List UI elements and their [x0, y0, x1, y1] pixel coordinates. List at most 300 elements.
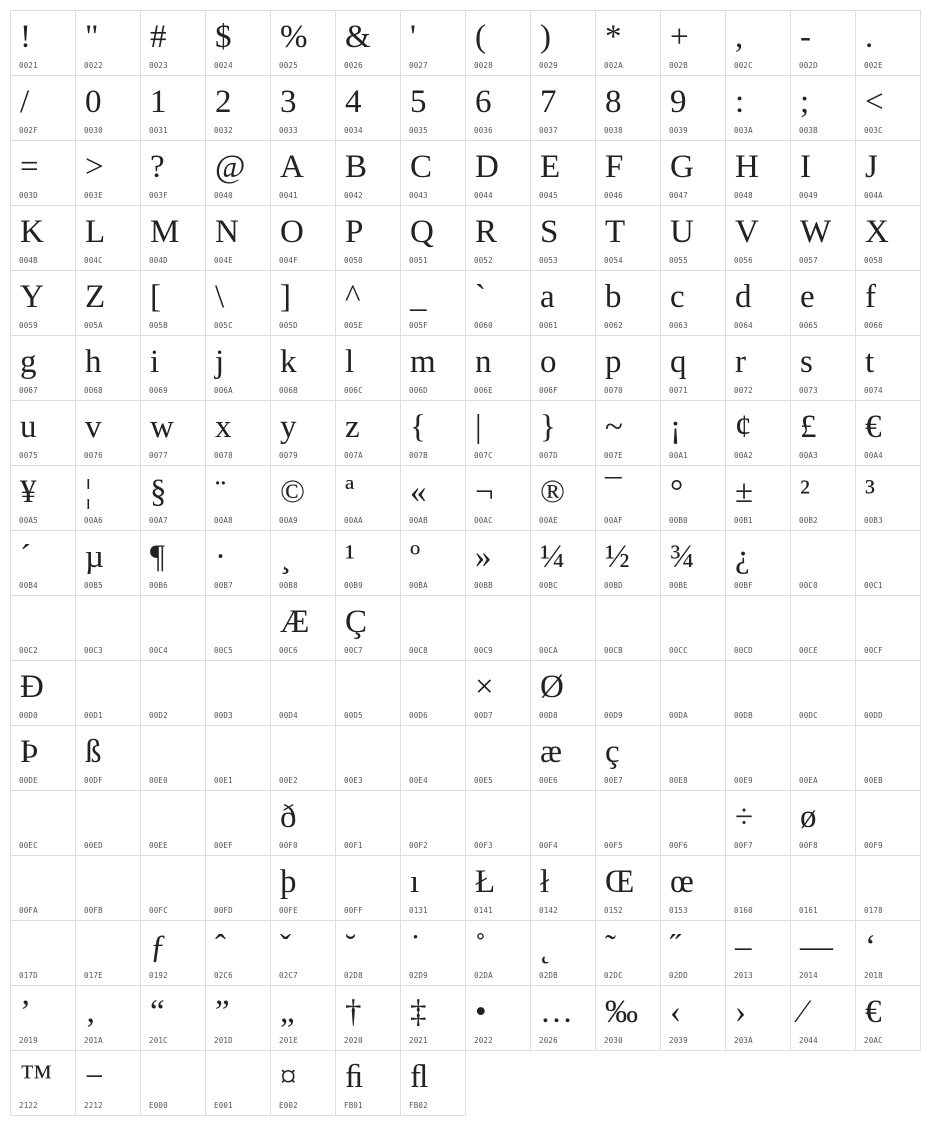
glyph-cell-00e8[interactable] [660, 725, 726, 791]
glyph-cell-0141[interactable] [465, 855, 531, 921]
glyph-cell-002d[interactable] [790, 10, 856, 76]
glyph-cell-00c2[interactable] [10, 595, 76, 661]
glyph-codepoint: 00F9 [864, 841, 883, 850]
glyph-codepoint: 00A2 [734, 451, 753, 460]
glyph-cell-00bc[interactable] [530, 530, 596, 596]
glyph-cell-02da[interactable] [465, 920, 531, 986]
glyph-cell-005e[interactable] [335, 270, 401, 336]
glyph-cell-0048[interactable] [725, 140, 791, 206]
glyph-cell-00ca[interactable] [530, 595, 596, 661]
glyph-codepoint: 02DB [539, 971, 558, 980]
glyph-cell-0073[interactable] [790, 335, 856, 401]
glyph-char: e [800, 279, 815, 315]
glyph-cell-006c[interactable] [335, 335, 401, 401]
glyph-cell-00ae[interactable] [530, 465, 596, 531]
glyph-codepoint: 0037 [539, 126, 558, 135]
glyph-cell-00a1[interactable] [660, 400, 726, 466]
glyph-char: º [410, 539, 421, 575]
glyph-char: Ł [475, 864, 496, 900]
glyph-cell-00e0[interactable] [140, 725, 206, 791]
glyph-cell-e000[interactable] [140, 1050, 206, 1116]
glyph-cell-203a[interactable] [725, 985, 791, 1051]
glyph-codepoint: 00A9 [279, 516, 298, 525]
glyph-cell-00ef[interactable] [205, 790, 271, 856]
glyph-cell-0036[interactable] [465, 75, 531, 141]
glyph-cell-fb02[interactable] [400, 1050, 466, 1116]
glyph-cell-0079[interactable] [270, 400, 336, 466]
glyph-codepoint: 00D2 [149, 711, 168, 720]
glyph-codepoint: 007E [604, 451, 623, 460]
glyph-codepoint: 00B7 [214, 581, 233, 590]
glyph-cell-0047[interactable] [660, 140, 726, 206]
glyph-cell-005f[interactable] [400, 270, 466, 336]
glyph-char: v [85, 409, 102, 445]
glyph-cell-0045[interactable] [530, 140, 596, 206]
glyph-cell-006e[interactable] [465, 335, 531, 401]
glyph-cell-00de[interactable] [10, 725, 76, 791]
glyph-cell-00c7[interactable] [335, 595, 401, 661]
glyph-cell-00f9[interactable] [855, 790, 921, 856]
glyph-char: œ [670, 864, 694, 900]
glyph-char: S [540, 214, 559, 250]
glyph-codepoint: 00D0 [19, 711, 38, 720]
glyph-cell-007b[interactable] [400, 400, 466, 466]
glyph-cell-0049[interactable] [790, 140, 856, 206]
glyph-cell-0067[interactable] [10, 335, 76, 401]
glyph-cell-00fb[interactable] [75, 855, 141, 921]
glyph-codepoint: 005D [279, 321, 298, 330]
glyph-cell-00fa[interactable] [10, 855, 76, 921]
glyph-cell-0078[interactable] [205, 400, 271, 466]
glyph-cell-00e5[interactable] [465, 725, 531, 791]
glyph-cell-00f8[interactable] [790, 790, 856, 856]
glyph-cell-0068[interactable] [75, 335, 141, 401]
glyph-char: © [280, 474, 306, 510]
glyph-cell-00b1[interactable] [725, 465, 791, 531]
glyph-cell-004b[interactable] [10, 205, 76, 271]
glyph-char: ˜ [605, 929, 616, 965]
glyph-codepoint: 00D7 [474, 711, 493, 720]
glyph-cell-0060[interactable] [465, 270, 531, 336]
glyph-cell-00c9[interactable] [465, 595, 531, 661]
glyph-cell-00bd[interactable] [595, 530, 661, 596]
glyph-cell-007e[interactable] [595, 400, 661, 466]
glyph-cell-0053[interactable] [530, 205, 596, 271]
glyph-cell-0071[interactable] [660, 335, 726, 401]
glyph-cell-0043[interactable] [400, 140, 466, 206]
glyph-cell-002a[interactable] [595, 10, 661, 76]
glyph-cell-00a8[interactable] [205, 465, 271, 531]
glyph-cell-0038[interactable] [595, 75, 661, 141]
glyph-cell-00ac[interactable] [465, 465, 531, 531]
glyph-cell-004e[interactable] [205, 205, 271, 271]
glyph-cell-00bb[interactable] [465, 530, 531, 596]
glyph-cell-00f6[interactable] [660, 790, 726, 856]
glyph-cell-00e2[interactable] [270, 725, 336, 791]
glyph-cell-00eb[interactable] [855, 725, 921, 791]
glyph-codepoint: 0030 [84, 126, 103, 135]
glyph-cell-0072[interactable] [725, 335, 791, 401]
glyph-cell-00d9[interactable] [595, 660, 661, 726]
glyph-cell-00dd[interactable] [855, 660, 921, 726]
glyph-cell-0025[interactable] [270, 10, 336, 76]
glyph-cell-00cd[interactable] [725, 595, 791, 661]
glyph-cell-0046[interactable] [595, 140, 661, 206]
glyph-cell-00d3[interactable] [205, 660, 271, 726]
glyph-cell-0034[interactable] [335, 75, 401, 141]
glyph-cell-00cf[interactable] [855, 595, 921, 661]
glyph-cell-00fc[interactable] [140, 855, 206, 921]
glyph-cell-00e6[interactable] [530, 725, 596, 791]
glyph-cell-0178[interactable] [855, 855, 921, 921]
glyph-cell-00d5[interactable] [335, 660, 401, 726]
glyph-cell-004c[interactable] [75, 205, 141, 271]
glyph-cell-0037[interactable] [530, 75, 596, 141]
glyph-cell-0064[interactable] [725, 270, 791, 336]
glyph-cell-e001[interactable] [205, 1050, 271, 1116]
glyph-codepoint: E001 [214, 1101, 233, 1110]
glyph-cell-fb01[interactable] [335, 1050, 401, 1116]
glyph-cell-00ff[interactable] [335, 855, 401, 921]
glyph-cell-006d[interactable] [400, 335, 466, 401]
glyph-codepoint: 2026 [539, 1036, 558, 1045]
glyph-cell-00f5[interactable] [595, 790, 661, 856]
glyph-cell-00d7[interactable] [465, 660, 531, 726]
glyph-cell-007a[interactable] [335, 400, 401, 466]
glyph-cell-00d6[interactable] [400, 660, 466, 726]
glyph-char: “ [150, 994, 165, 1030]
glyph-cell-00a2[interactable] [725, 400, 791, 466]
glyph-char: ³ [865, 474, 875, 510]
glyph-cell-0058[interactable] [855, 205, 921, 271]
glyph-char: ¸ [280, 539, 291, 575]
glyph-char: ¡ [670, 409, 681, 445]
glyph-cell-e002[interactable] [270, 1050, 336, 1116]
glyph-cell-20ac[interactable] [855, 985, 921, 1051]
glyph-cell-006a[interactable] [205, 335, 271, 401]
glyph-char: ˘ [345, 929, 356, 965]
glyph-char: ø [800, 799, 817, 835]
glyph-cell-00da[interactable] [660, 660, 726, 726]
glyph-cell-00c1[interactable] [855, 530, 921, 596]
glyph-cell-00f2[interactable] [400, 790, 466, 856]
glyph-cell-0035[interactable] [400, 75, 466, 141]
glyph-cell-0032[interactable] [205, 75, 271, 141]
glyph-codepoint: 00C5 [214, 646, 233, 655]
glyph-char: • [475, 994, 487, 1030]
glyph-char: ) [540, 19, 551, 55]
glyph-cell-00d0[interactable] [10, 660, 76, 726]
glyph-codepoint: 0024 [214, 61, 233, 70]
glyph-cell-0069[interactable] [140, 335, 206, 401]
glyph-cell-0076[interactable] [75, 400, 141, 466]
glyph-cell-007c[interactable] [465, 400, 531, 466]
glyph-cell-2019[interactable] [10, 985, 76, 1051]
glyph-cell-2013[interactable] [725, 920, 791, 986]
glyph-char: ” [215, 994, 230, 1030]
glyph-cell-00b0[interactable] [660, 465, 726, 531]
glyph-char: T [605, 214, 626, 250]
glyph-codepoint: 00BE [669, 581, 688, 590]
glyph-cell-0031[interactable] [140, 75, 206, 141]
glyph-cell-0153[interactable] [660, 855, 726, 921]
glyph-cell-00e9[interactable] [725, 725, 791, 791]
glyph-cell-00b2[interactable] [790, 465, 856, 531]
glyph-cell-0024[interactable] [205, 10, 271, 76]
glyph-cell-00a6[interactable] [75, 465, 141, 531]
glyph-cell-0054[interactable] [595, 205, 661, 271]
glyph-cell-00ed[interactable] [75, 790, 141, 856]
glyph-codepoint: 02D9 [409, 971, 428, 980]
glyph-cell-0066[interactable] [855, 270, 921, 336]
glyph-cell-0059[interactable] [10, 270, 76, 336]
glyph-cell-00dc[interactable] [790, 660, 856, 726]
glyph-codepoint: 00D6 [409, 711, 428, 720]
glyph-cell-2022[interactable] [465, 985, 531, 1051]
glyph-codepoint: 0022 [84, 61, 103, 70]
glyph-codepoint: 0061 [539, 321, 558, 330]
glyph-cell-002c[interactable] [725, 10, 791, 76]
glyph-cell-02c6[interactable] [205, 920, 271, 986]
glyph-codepoint: 00D3 [214, 711, 233, 720]
glyph-cell-00b9[interactable] [335, 530, 401, 596]
glyph-cell-00c3[interactable] [75, 595, 141, 661]
glyph-cell-00d8[interactable] [530, 660, 596, 726]
glyph-cell-0192[interactable] [140, 920, 206, 986]
glyph-cell-00be[interactable] [660, 530, 726, 596]
glyph-cell-2039[interactable] [660, 985, 726, 1051]
glyph-char: K [20, 214, 44, 250]
glyph-char: ½ [605, 539, 630, 575]
glyph-codepoint: 0021 [19, 61, 38, 70]
glyph-cell-0070[interactable] [595, 335, 661, 401]
glyph-cell-0055[interactable] [660, 205, 726, 271]
glyph-cell-006b[interactable] [270, 335, 336, 401]
glyph-codepoint: 00D5 [344, 711, 363, 720]
glyph-cell-0074[interactable] [855, 335, 921, 401]
glyph-cell-2030[interactable] [595, 985, 661, 1051]
glyph-cell-0027[interactable] [400, 10, 466, 76]
glyph-cell-02dc[interactable] [595, 920, 661, 986]
glyph-cell-02dd[interactable] [660, 920, 726, 986]
glyph-cell-0044[interactable] [465, 140, 531, 206]
glyph-cell-003c[interactable] [855, 75, 921, 141]
glyph-cell-0042[interactable] [335, 140, 401, 206]
glyph-cell-00cb[interactable] [595, 595, 661, 661]
glyph-cell-0075[interactable] [10, 400, 76, 466]
glyph-cell-0039[interactable] [660, 75, 726, 141]
glyph-char: G [670, 149, 694, 185]
glyph-cell-0152[interactable] [595, 855, 661, 921]
glyph-char: . [865, 19, 874, 55]
glyph-cell-0026[interactable] [335, 10, 401, 76]
glyph-cell-0056[interactable] [725, 205, 791, 271]
glyph-cell-02db[interactable] [530, 920, 596, 986]
glyph-cell-00f1[interactable] [335, 790, 401, 856]
glyph-cell-005b[interactable] [140, 270, 206, 336]
glyph-cell-0057[interactable] [790, 205, 856, 271]
glyph-cell-00b6[interactable] [140, 530, 206, 596]
glyph-char: g [20, 344, 37, 380]
glyph-cell-00db[interactable] [725, 660, 791, 726]
glyph-cell-2212[interactable] [75, 1050, 141, 1116]
glyph-codepoint: 004D [149, 256, 168, 265]
glyph-char: ﬁ [345, 1059, 364, 1095]
glyph-cell-00e7[interactable] [595, 725, 661, 791]
glyph-cell-00d2[interactable] [140, 660, 206, 726]
glyph-codepoint: 00C9 [474, 646, 493, 655]
glyph-cell-0050[interactable] [335, 205, 401, 271]
glyph-cell-0023[interactable] [140, 10, 206, 76]
glyph-cell-00c4[interactable] [140, 595, 206, 661]
glyph-cell-00e4[interactable] [400, 725, 466, 791]
glyph-cell-00c8[interactable] [400, 595, 466, 661]
glyph-cell-003d[interactable] [10, 140, 76, 206]
glyph-cell-0022[interactable] [75, 10, 141, 76]
glyph-cell-003b[interactable] [790, 75, 856, 141]
glyph-cell-007d[interactable] [530, 400, 596, 466]
glyph-codepoint: 00F5 [604, 841, 623, 850]
glyph-codepoint: 2122 [19, 1101, 38, 1110]
glyph-codepoint: 2212 [84, 1101, 103, 1110]
glyph-cell-005a[interactable] [75, 270, 141, 336]
glyph-cell-004a[interactable] [855, 140, 921, 206]
glyph-cell-00ea[interactable] [790, 725, 856, 791]
glyph-char: { [410, 409, 426, 445]
glyph-cell-0041[interactable] [270, 140, 336, 206]
glyph-cell-0030[interactable] [75, 75, 141, 141]
glyph-cell-017e[interactable] [75, 920, 141, 986]
glyph-char: 4 [345, 84, 362, 120]
glyph-cell-00d1[interactable] [75, 660, 141, 726]
glyph-char: ‡ [410, 994, 427, 1030]
glyph-codepoint: 2020 [344, 1036, 363, 1045]
glyph-cell-006f[interactable] [530, 335, 596, 401]
glyph-cell-00f0[interactable] [270, 790, 336, 856]
glyph-char: þ [280, 864, 297, 900]
glyph-cell-00f3[interactable] [465, 790, 531, 856]
glyph-cell-0062[interactable] [595, 270, 661, 336]
glyph-cell-00fe[interactable] [270, 855, 336, 921]
glyph-cell-0051[interactable] [400, 205, 466, 271]
glyph-cell-00c0[interactable] [790, 530, 856, 596]
glyph-cell-00e1[interactable] [205, 725, 271, 791]
glyph-cell-005d[interactable] [270, 270, 336, 336]
glyph-cell-00ec[interactable] [10, 790, 76, 856]
glyph-cell-00a3[interactable] [790, 400, 856, 466]
glyph-cell-0142[interactable] [530, 855, 596, 921]
glyph-cell-00c6[interactable] [270, 595, 336, 661]
glyph-cell-00e3[interactable] [335, 725, 401, 791]
glyph-cell-017d[interactable] [10, 920, 76, 986]
glyph-cell-0021[interactable] [10, 10, 76, 76]
glyph-cell-00c5[interactable] [205, 595, 271, 661]
glyph-char: ¦ [85, 474, 92, 510]
glyph-cell-00df[interactable] [75, 725, 141, 791]
glyph-cell-0052[interactable] [465, 205, 531, 271]
glyph-cell-00b8[interactable] [270, 530, 336, 596]
glyph-cell-005c[interactable] [205, 270, 271, 336]
glyph-codepoint: 00C2 [19, 646, 38, 655]
glyph-cell-2021[interactable] [400, 985, 466, 1051]
glyph-cell-0040[interactable] [205, 140, 271, 206]
glyph-codepoint: 0029 [539, 61, 558, 70]
glyph-cell-2122[interactable] [10, 1050, 76, 1116]
glyph-codepoint: 0066 [864, 321, 883, 330]
glyph-codepoint: 0046 [604, 191, 623, 200]
glyph-cell-02d8[interactable] [335, 920, 401, 986]
glyph-cell-00a5[interactable] [10, 465, 76, 531]
glyph-cell-0065[interactable] [790, 270, 856, 336]
glyph-cell-00f7[interactable] [725, 790, 791, 856]
glyph-cell-00a4[interactable] [855, 400, 921, 466]
glyph-codepoint: 007C [474, 451, 493, 460]
glyph-cell-00a9[interactable] [270, 465, 336, 531]
glyph-cell-00cc[interactable] [660, 595, 726, 661]
glyph-codepoint: 00B2 [799, 516, 818, 525]
glyph-cell-0033[interactable] [270, 75, 336, 141]
glyph-cell-0131[interactable] [400, 855, 466, 921]
glyph-cell-003a[interactable] [725, 75, 791, 141]
glyph-cell-003f[interactable] [140, 140, 206, 206]
glyph-cell-002f[interactable] [10, 75, 76, 141]
glyph-cell-00a7[interactable] [140, 465, 206, 531]
glyph-codepoint: 00E8 [669, 776, 688, 785]
glyph-cell-201d[interactable] [205, 985, 271, 1051]
glyph-cell-02c7[interactable] [270, 920, 336, 986]
glyph-cell-00b4[interactable] [10, 530, 76, 596]
glyph-cell-0029[interactable] [530, 10, 596, 76]
glyph-cell-002b[interactable] [660, 10, 726, 76]
glyph-cell-004d[interactable] [140, 205, 206, 271]
glyph-cell-2020[interactable] [335, 985, 401, 1051]
glyph-cell-00b3[interactable] [855, 465, 921, 531]
glyph-cell-00d4[interactable] [270, 660, 336, 726]
glyph-cell-00ab[interactable] [400, 465, 466, 531]
glyph-cell-0077[interactable] [140, 400, 206, 466]
glyph-cell-00b7[interactable] [205, 530, 271, 596]
glyph-cell-00fd[interactable] [205, 855, 271, 921]
glyph-cell-201c[interactable] [140, 985, 206, 1051]
glyph-cell-0063[interactable] [660, 270, 726, 336]
glyph-cell-2044[interactable] [790, 985, 856, 1051]
glyph-cell-0061[interactable] [530, 270, 596, 336]
glyph-cell-02d9[interactable] [400, 920, 466, 986]
glyph-cell-0161[interactable] [790, 855, 856, 921]
glyph-cell-0028[interactable] [465, 10, 531, 76]
glyph-codepoint: 0054 [604, 256, 623, 265]
glyph-cell-2014[interactable] [790, 920, 856, 986]
glyph-cell-002e[interactable] [855, 10, 921, 76]
glyph-cell-2026[interactable] [530, 985, 596, 1051]
glyph-cell-2018[interactable] [855, 920, 921, 986]
glyph-cell-00af[interactable] [595, 465, 661, 531]
glyph-cell-00bf[interactable] [725, 530, 791, 596]
glyph-cell-004f[interactable] [270, 205, 336, 271]
glyph-cell-00b5[interactable] [75, 530, 141, 596]
glyph-char: · [215, 539, 226, 575]
glyph-cell-00ee[interactable] [140, 790, 206, 856]
glyph-cell-003e[interactable] [75, 140, 141, 206]
glyph-cell-201a[interactable] [75, 985, 141, 1051]
glyph-codepoint: 0063 [669, 321, 688, 330]
glyph-cell-00ce[interactable] [790, 595, 856, 661]
glyph-cell-00ba[interactable] [400, 530, 466, 596]
glyph-cell-00aa[interactable] [335, 465, 401, 531]
glyph-cell-0160[interactable] [725, 855, 791, 921]
glyph-cell-00f4[interactable] [530, 790, 596, 856]
glyph-cell-201e[interactable] [270, 985, 336, 1051]
